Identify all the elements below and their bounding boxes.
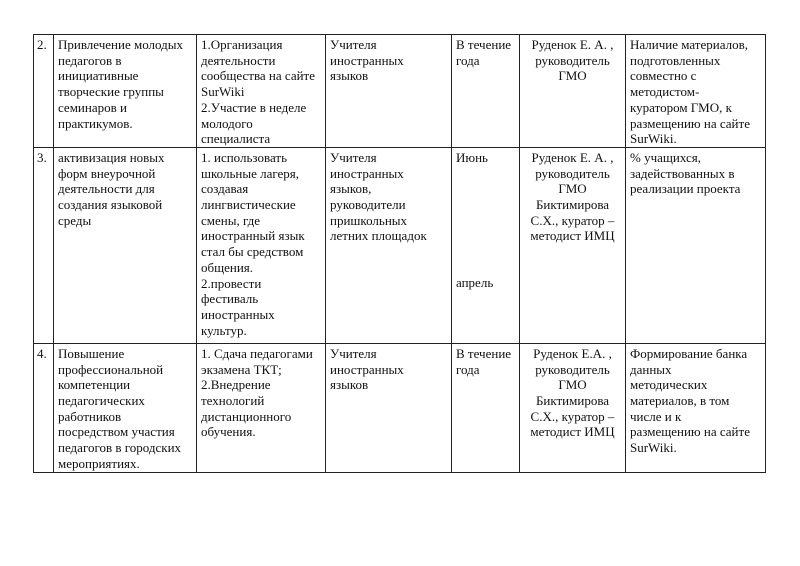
- cell-text-line: посредством участия: [58, 424, 175, 440]
- cell-text-line: Биктимирова: [535, 393, 610, 409]
- cell-text-line: компетенции: [58, 377, 131, 393]
- cell-text-line: 1. Сдача педагогами: [201, 345, 313, 361]
- row-number: 3.: [34, 147, 54, 343]
- cell-text-line: Руденок Е.А. ,: [533, 345, 612, 361]
- deadline-cell: [452, 343, 520, 472]
- table-row: [34, 35, 766, 148]
- cell-text-line: [456, 244, 515, 260]
- cell-text-line: задействованных в: [630, 165, 735, 181]
- participants-cell: [326, 147, 452, 343]
- cell-text-line: работников: [58, 408, 122, 424]
- cell-text-line: [456, 181, 515, 197]
- cell-text-line: [456, 166, 515, 182]
- cell-text-line: методист ИМЦ: [530, 424, 615, 440]
- cell-text-line: летних площадок: [330, 228, 427, 244]
- table-row: [34, 343, 766, 472]
- cell-text-line: мероприятиях.: [58, 455, 140, 471]
- activity-cell: [54, 147, 197, 343]
- cell-text-line: технологий: [201, 393, 265, 409]
- cell-text-line: руководитель: [535, 165, 610, 181]
- responsible-cell: [520, 147, 626, 343]
- row-number: 2.: [34, 35, 54, 148]
- cell-text-line: В течение: [456, 345, 512, 361]
- cell-text-line: иностранный язык: [201, 228, 305, 244]
- cell-text-line: В течение: [456, 37, 512, 52]
- table-body: [34, 35, 766, 473]
- cell-text-line: Руденок Е. А. ,: [531, 37, 614, 52]
- cell-text-line: С.Х., куратор –: [530, 212, 615, 228]
- cell-text-line: SurWiki.: [630, 131, 677, 147]
- participants-cell: [326, 343, 452, 472]
- cell-text-line: среды: [58, 212, 92, 228]
- cell-text-line: иностранных: [330, 361, 404, 377]
- cell-text-line: форм внеурочной: [58, 165, 156, 181]
- cell-text-line: [456, 197, 515, 213]
- cell-text-line: 2.Внедрение: [201, 377, 271, 393]
- cell-text-line: иностранных: [330, 52, 404, 68]
- cell-text-line: 2.провести: [201, 275, 262, 291]
- result-cell: [626, 147, 766, 343]
- cell-text-line: школьные лагеря,: [201, 165, 300, 181]
- cell-text-line: совместно с: [630, 68, 697, 84]
- cell-text-line: С.Х., куратор –: [530, 408, 615, 424]
- cell-text-line: подготовленных: [630, 52, 721, 68]
- cell-text-line: [456, 213, 515, 229]
- cell-text-line: стал бы средством: [201, 244, 304, 260]
- cell-text-line: создавая: [201, 181, 249, 197]
- cell-text-line: Биктимирова: [535, 197, 610, 213]
- row-number: 4.: [34, 343, 54, 472]
- cell-text-line: Июнь: [456, 149, 488, 165]
- cell-text-line: % учащихся,: [630, 149, 701, 165]
- cell-text-line: [456, 228, 515, 244]
- cell-text-line: пришкольных: [330, 212, 408, 228]
- responsible-cell: [520, 35, 626, 148]
- activity-cell: [54, 35, 197, 148]
- actions-cell: [197, 147, 326, 343]
- cell-text-line: создания языковой: [58, 197, 163, 213]
- cell-text-line: данных: [630, 361, 672, 377]
- cell-text-line: руководитель: [535, 361, 610, 377]
- cell-text-line: языков: [330, 68, 369, 84]
- deadline-cell: [452, 35, 520, 148]
- cell-text-line: специалиста: [201, 131, 271, 147]
- table-row: [34, 147, 766, 343]
- cell-text-line: методических: [630, 377, 708, 393]
- cell-text-line: практикумов.: [58, 115, 133, 131]
- cell-text-line: молодого: [201, 115, 253, 131]
- cell-text-line: Повышение: [58, 345, 125, 361]
- cell-text-line: деятельности для: [58, 181, 155, 197]
- cell-text-line: Привлечение молодых: [58, 37, 184, 52]
- cell-text-line: языков: [330, 377, 369, 393]
- cell-text-line: года: [456, 52, 480, 68]
- cell-text-line: 2.Участие в неделе: [201, 99, 307, 115]
- actions-cell: [197, 343, 326, 472]
- cell-text-line: семинаров и: [58, 99, 127, 115]
- cell-text-line: сообщества на сайте: [201, 68, 316, 84]
- cell-text-line: Учителя: [330, 345, 377, 361]
- cell-text-line: 1. использовать: [201, 149, 287, 165]
- cell-text-line: методист ИМЦ: [530, 228, 615, 244]
- cell-text-line: SurWiki.: [630, 440, 677, 456]
- responsible-cell: [520, 343, 626, 472]
- cell-text-line: материалов, в том: [630, 393, 730, 409]
- cell-text-line: числе и к: [630, 408, 682, 424]
- cell-text-line: Руденок Е. А. ,: [531, 149, 614, 165]
- cell-text-line: педагогов в: [58, 52, 122, 68]
- cell-text-line: руководители: [330, 197, 406, 213]
- activity-cell: [54, 343, 197, 472]
- cell-text-line: апрель: [456, 275, 494, 291]
- cell-text-line: размещению на сайте: [630, 424, 750, 440]
- cell-text-line: Учителя: [330, 37, 377, 52]
- cell-text-line: 1.Организация: [201, 37, 283, 52]
- cell-text-line: года: [456, 361, 480, 377]
- deadline-cell: [452, 147, 520, 343]
- cell-text-line: обучения.: [201, 424, 256, 440]
- cell-text-line: инициативные: [58, 68, 139, 84]
- cell-text-line: активизация новых: [58, 149, 165, 165]
- cell-text-line: Учителя: [330, 149, 377, 165]
- cell-text-line: руководитель: [535, 52, 610, 68]
- cell-text-line: смены, где: [201, 212, 261, 228]
- result-cell: [626, 35, 766, 148]
- plan-table: [33, 34, 766, 473]
- cell-text-line: размещению на сайте: [630, 115, 750, 131]
- cell-text-line: иностранных: [330, 165, 404, 181]
- cell-text-line: культур.: [201, 322, 247, 338]
- cell-text-line: ГМО: [558, 181, 587, 197]
- cell-text-line: Наличие материалов,: [630, 37, 748, 52]
- cell-text-line: дистанционного: [201, 408, 292, 424]
- participants-cell: [326, 35, 452, 148]
- cell-text-line: Формирование банка: [630, 345, 748, 361]
- cell-text-line: иностранных: [201, 306, 275, 322]
- cell-text-line: педагогов в городских: [58, 440, 182, 456]
- cell-text-line: SurWiki: [201, 84, 245, 100]
- cell-text-line: профессиональной: [58, 361, 164, 377]
- cell-text-line: реализации проекта: [630, 181, 741, 197]
- cell-text-line: куратором ГМО, к: [630, 99, 732, 115]
- result-cell: [626, 343, 766, 472]
- cell-text-line: лингвистические: [201, 197, 296, 213]
- cell-text-line: деятельности: [201, 52, 276, 68]
- cell-text-line: фестиваль: [201, 291, 259, 307]
- cell-text-line: методистом-: [630, 84, 700, 100]
- cell-text-line: ГМО: [558, 377, 587, 393]
- cell-text-line: [456, 260, 515, 276]
- cell-text-line: экзамена ТКТ;: [201, 361, 282, 377]
- cell-text-line: общения.: [201, 259, 254, 275]
- cell-text-line: творческие группы: [58, 84, 164, 100]
- cell-text-line: ГМО: [558, 68, 587, 84]
- cell-text-line: педагогических: [58, 393, 145, 409]
- cell-text-line: языков,: [330, 181, 372, 197]
- actions-cell: [197, 35, 326, 148]
